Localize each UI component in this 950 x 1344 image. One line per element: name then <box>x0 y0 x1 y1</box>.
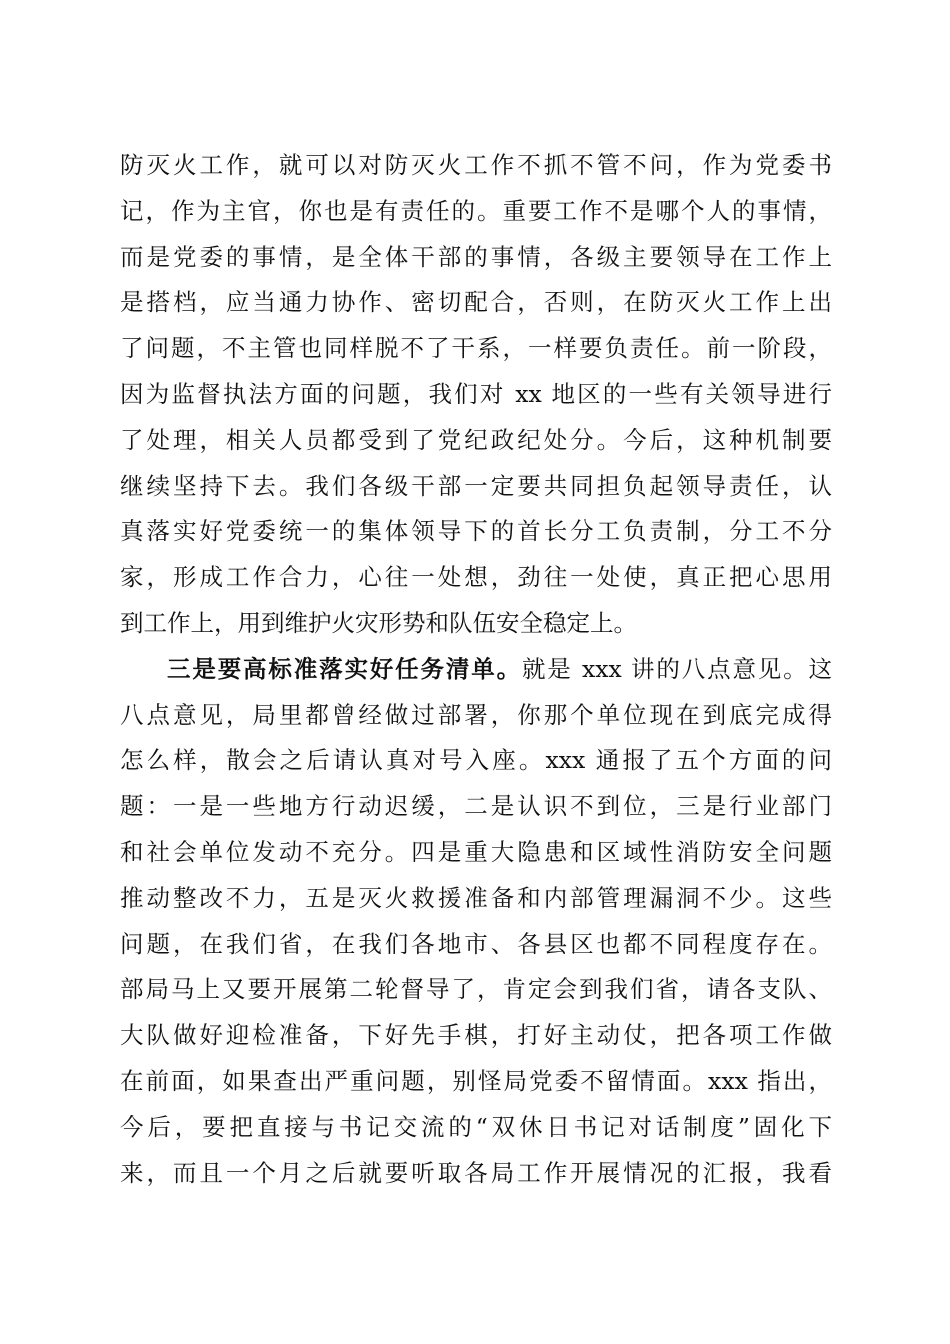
text-line: 了问题，不主管也同样脱不了干系，一样要负责任。前一阶段， <box>120 334 832 363</box>
text-line: 真落实好党委统一的集体领导下的首长分工负责制，分工不分 <box>120 517 832 546</box>
text-line: 大队做好迎检准备，下好先手棋，打好主动仗，把各项工作做 <box>120 1021 832 1050</box>
text-line: 记，作为主官，你也是有责任的。重要工作不是哪个人的事情， <box>120 196 832 225</box>
text-line: 因为监督执法方面的问题，我们对 xx 地区的一些有关领导进行 <box>120 379 832 408</box>
text-line: 了处理，相关人员都受到了党纪政纪处分。今后，这种机制要 <box>120 425 832 454</box>
text-line: 继续坚持下去。我们各级干部一定要共同担负起领导责任，认 <box>120 471 832 500</box>
text-line-first <box>120 647 832 693</box>
body-text <box>120 143 832 1196</box>
text-line: 怎么样，散会之后请认真对号入座。xxx 通报了五个方面的问 <box>120 746 832 775</box>
paragraph-leadership-responsibility <box>120 143 832 647</box>
text-line: 而是党委的事情，是全体干部的事情，各级主要领导在工作上 <box>120 242 832 271</box>
text-line: 来，而且一个月之后就要听取各局工作开展情况的汇报，我看 <box>120 1158 832 1187</box>
text-line: 家，形成工作合力，心往一处想，劲往一处使，真正把心思用 <box>120 563 832 592</box>
text-line: 部局马上又要开展第二轮督导了，肯定会到我们省，请各支队、 <box>120 975 832 1004</box>
text-line: 推动整改不力，五是灭火救援准备和内部管理漏洞不少。这些 <box>120 883 832 912</box>
text-line: 八点意见，局里都曾经做过部署，你那个单位现在到底完成得 <box>120 700 832 729</box>
text-line: 到工作上，用到维护火灾形势和队伍安全稳定上。 <box>120 608 637 637</box>
text-line: 防灭火工作，就可以对防灭火工作不抓不管不问，作为党委书 <box>120 151 832 179</box>
text-line: 今后，要把直接与书记交流的“双休日书记对话制度”固化下 <box>120 1112 832 1141</box>
text-line: 是搭档，应当通力协作、密切配合，否则，在防灭火工作上出 <box>120 288 832 317</box>
heading-followup-text: 就是 xxx 讲的八点意见。这 <box>521 654 832 683</box>
paragraph-task-list <box>120 647 832 1197</box>
text-line: 题：一是一些地方行动迟缓，二是认识不到位，三是行业部门 <box>120 792 832 821</box>
paragraph-heading: 三是要高标准落实好任务清单。 <box>167 654 522 683</box>
text-line: 和社会单位发动不充分。四是重大隐患和区域性消防安全问题 <box>120 837 832 866</box>
text-line: 问题，在我们省，在我们各地市、各县区也都不同程度存在。 <box>120 929 832 958</box>
text-line: 在前面，如果查出严重问题，别怪局党委不留情面。xxx 指出， <box>120 1066 832 1095</box>
